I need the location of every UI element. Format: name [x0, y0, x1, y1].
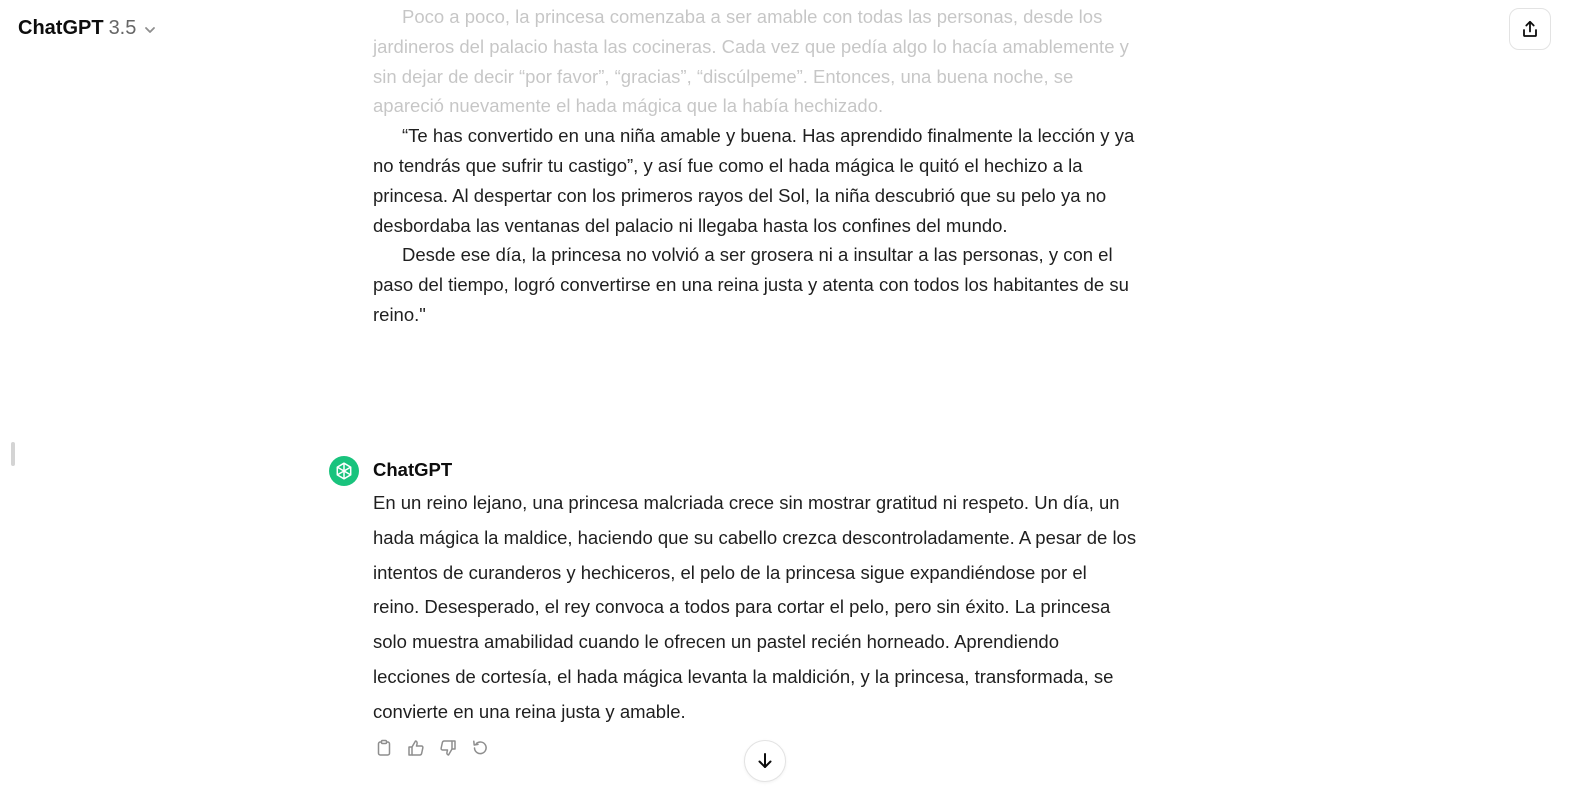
sidebar-toggle-handle[interactable] [11, 442, 15, 466]
message-actions [373, 737, 491, 759]
model-selector[interactable] [18, 17, 157, 40]
like-button[interactable] [405, 737, 427, 759]
clipboard-icon [375, 739, 393, 757]
chevron-down-icon [143, 23, 157, 37]
regenerate-icon [471, 739, 489, 757]
openai-logo-icon [334, 461, 354, 481]
thumbs-up-icon [407, 739, 425, 757]
share-icon [1520, 19, 1540, 39]
message-paragraph: “Te has convertido en una niña amable y buena. Has aprendido finalmente la lección y ya no tendrás que sufrir tu castigo”, y así fue como el hada mágica le quitó el hechizo a la princesa. Al despertar con los primeros rayos del Sol, la niña descubrió que su pelo ya no desbordaba las ventanas del palacio ni llegaba hasta los confines del mundo. [373, 125, 1135, 236]
assistant-avatar [329, 456, 359, 486]
dislike-button[interactable] [437, 737, 459, 759]
model-version: 3.5 [108, 17, 137, 39]
scroll-to-bottom-button[interactable] [744, 740, 786, 782]
share-button[interactable] [1509, 8, 1551, 50]
message-paragraph: Poco a poco, la princesa comenzaba a ser amable con todas las personas, desde los jardineros del palacio hasta las cocineras. Cada vez que pedía algo lo hacía amablemente y sin dejar de decir “por favor”, “gracias”, “discúlpeme”. Entonces, una buena noche, se apareció nuevamente el hada mágica que la había hechizado. [373, 6, 1129, 117]
assistant-message-text: En un reino lejano, una princesa malcriada crece sin mostrar gratitud ni respeto. Un día, un hada mágica la maldice, haciendo que su cabello crezca descontroladamente. A pesar de los intentos de curanderos y hechiceros, el pelo de la princesa sigue expandiéndose por el reino. Desesperado, el rey convoca a todos para cortar el pelo, pero sin éxito. La princesa solo muestra amabilidad cuando le ofrecen un pastel recién horneado. Aprendiendo lecciones de cortesía, el hada mágica levanta la maldición, y la princesa, transformada, se convierte en una reina justa y amable. [373, 492, 1137, 722]
regenerate-button[interactable] [469, 737, 491, 759]
thumbs-down-icon [439, 739, 457, 757]
arrow-down-icon [755, 751, 775, 771]
message-author: ChatGPT [373, 459, 453, 480]
model-name: ChatGPT [18, 17, 104, 39]
copy-button[interactable] [373, 737, 395, 759]
user-message [373, 2, 1138, 330]
message-paragraph: Desde ese día, la princesa no volvió a ser grosera ni a insultar a las personas, y con el paso del tiempo, logró convertirse en una reina justa y atenta con todos los habitantes de su reino." [373, 244, 1129, 325]
